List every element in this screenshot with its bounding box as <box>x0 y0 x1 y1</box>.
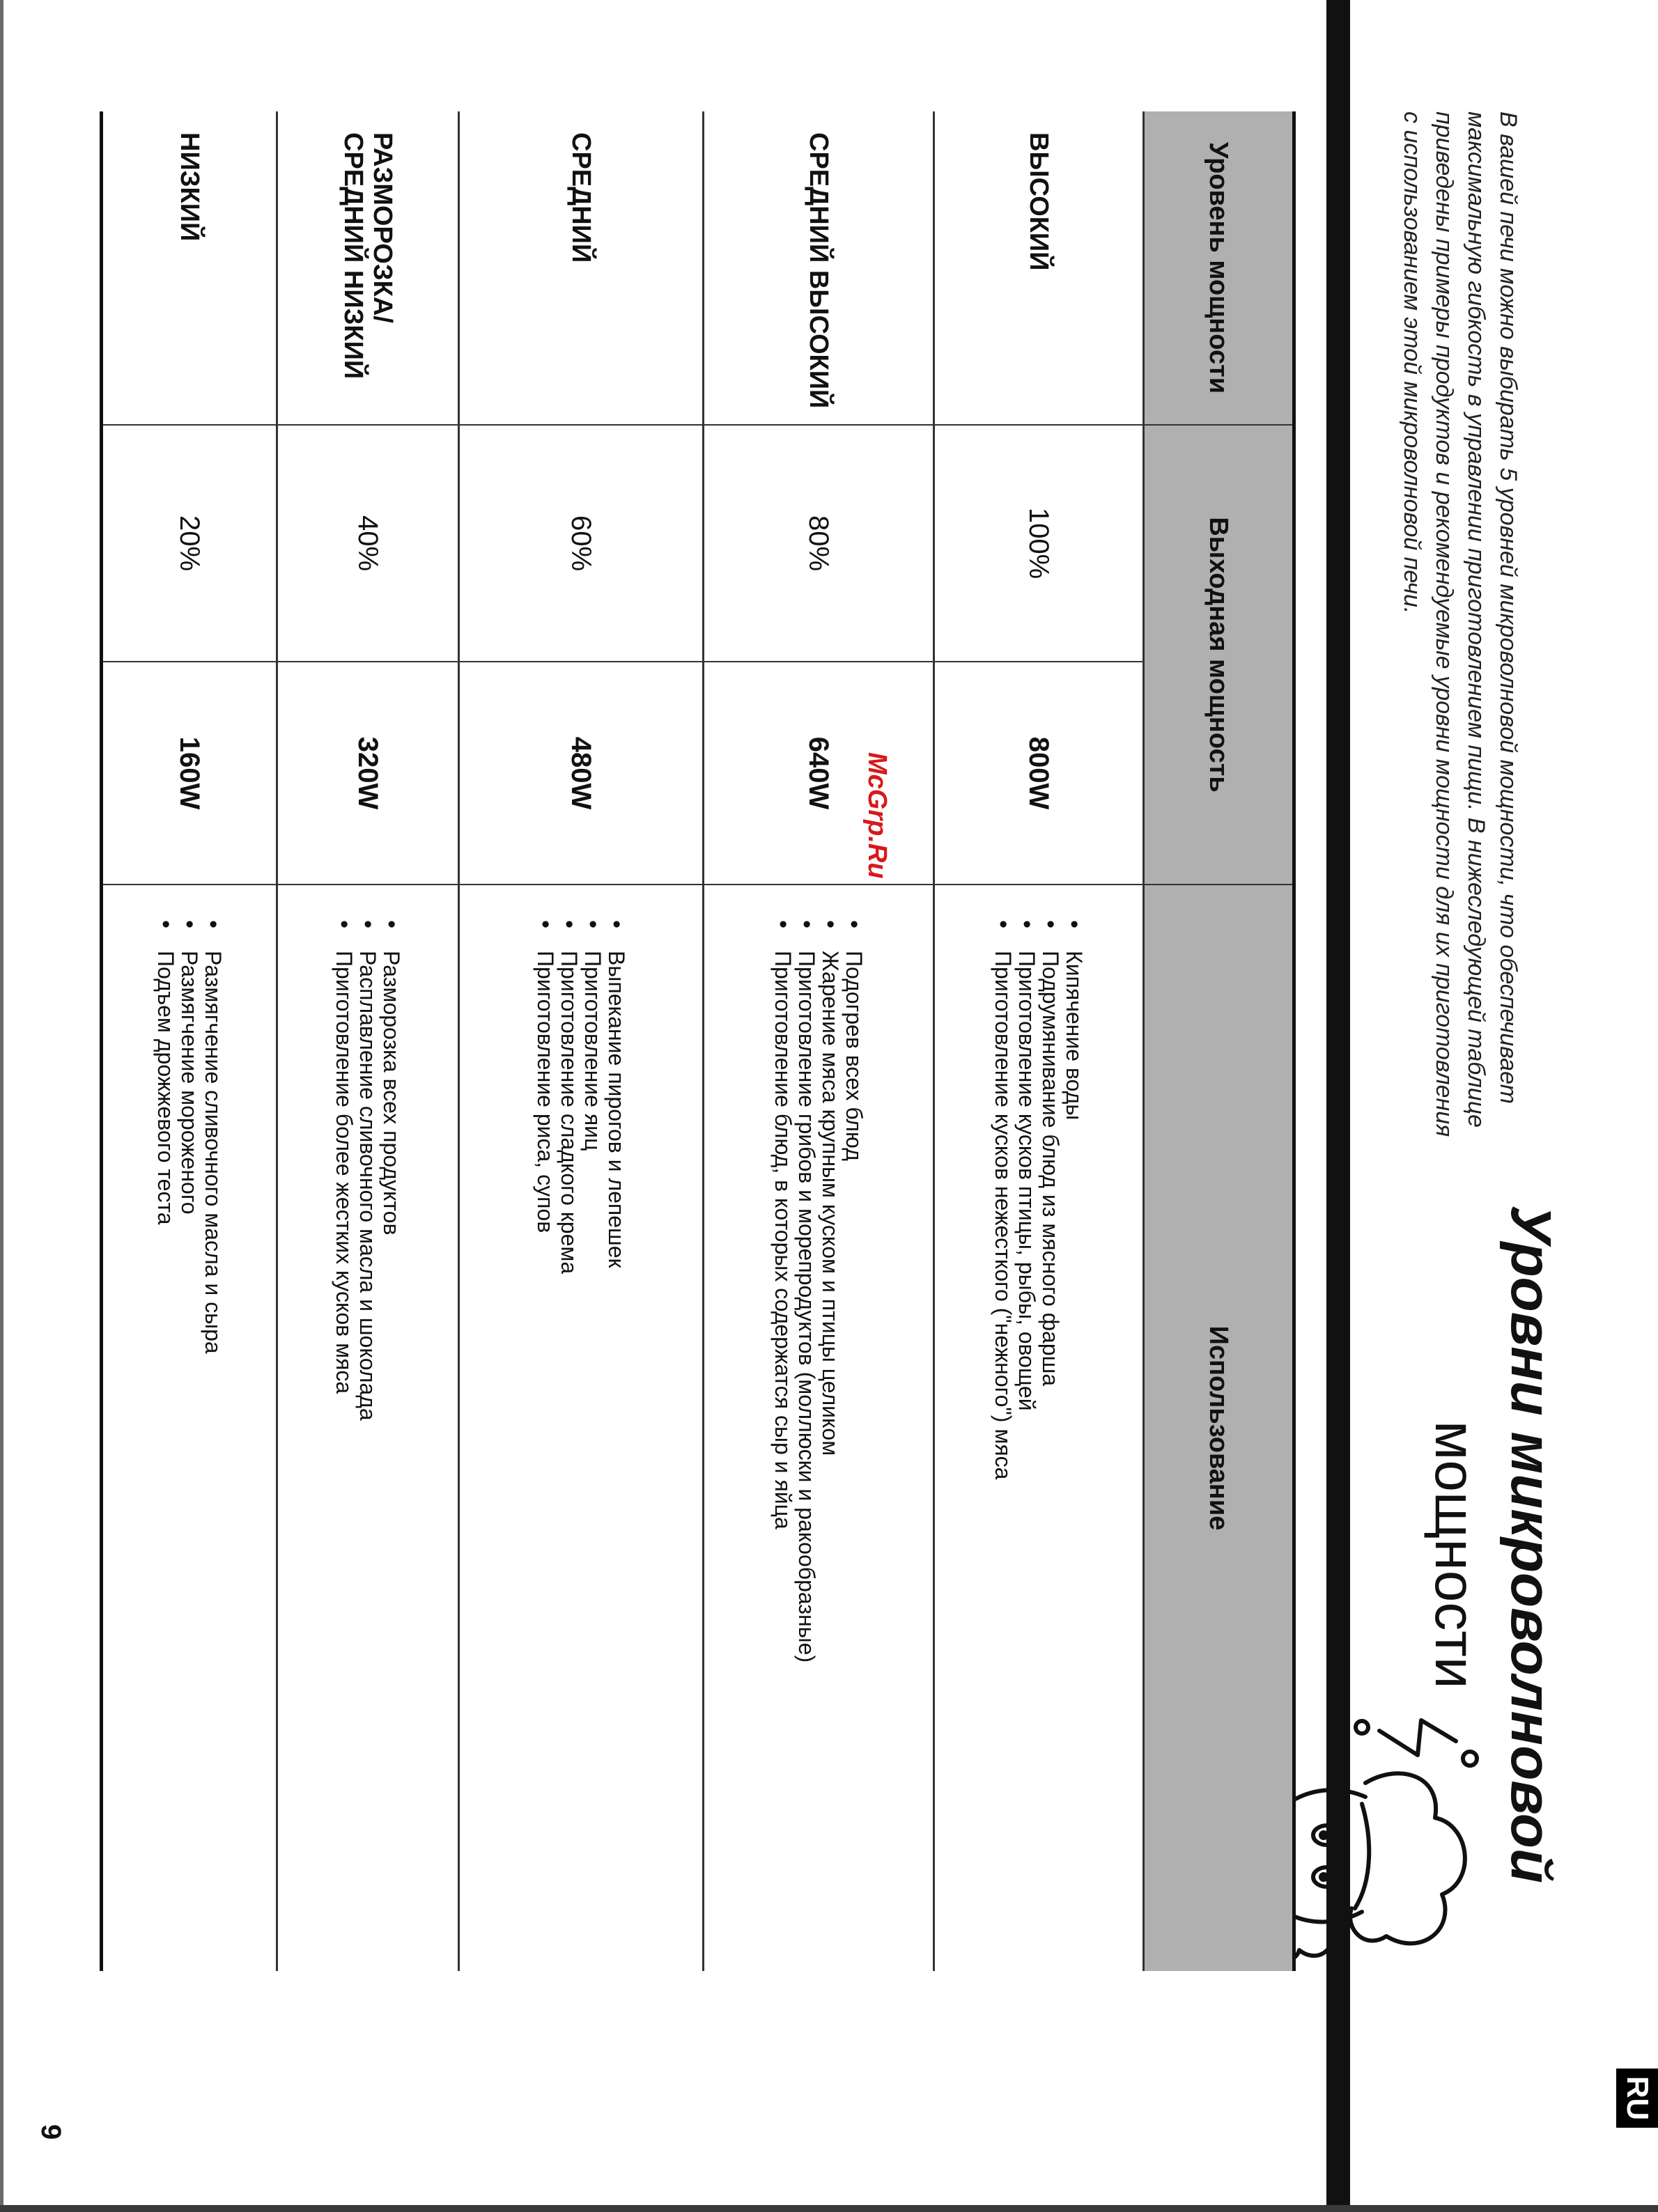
level-cell: ВЫСОКИЙ <box>934 111 1144 425</box>
table-row <box>277 111 459 1971</box>
table-row <box>102 111 277 1971</box>
intro-paragraph: В вашей печи можно выбирать 5 уровней микроволновой мощности, что обеспечивает максимальную гибкость в управлении приготовлением пищи. В нижеследующей таблице приведены примеры продуктов и рекомендуемые уровни мощности для их приготовления с использованием этой микроволновой печи. <box>1399 111 1521 1137</box>
page-number: 9 <box>36 2124 66 2140</box>
usage-item: • Подогрев всех блюд <box>842 920 866 1971</box>
percent-cell: 20% <box>102 425 277 662</box>
usage-item: • Подъем дрожжевого теста <box>154 920 178 1971</box>
usage-item: • Жарение мяса крупным куском и птицы целиком <box>819 920 842 1971</box>
usage-item: • Расплавление сливочного масла и шоколада <box>356 920 380 1971</box>
usage-item: • Приготовление яиц <box>581 920 605 1971</box>
usage-cell <box>459 885 704 1971</box>
usage-item: • Выпекание пирогов и лепешек <box>605 920 628 1971</box>
usage-item: • Приготовление сладкого крема <box>557 920 581 1971</box>
usage-cell <box>934 885 1144 1971</box>
power-levels-table <box>100 111 1296 1971</box>
watt-cell: 480W <box>459 662 704 885</box>
header-usage: Использование <box>1144 885 1294 1971</box>
usage-item: • Подрумянивание блюд из мясного фарша <box>1039 920 1062 1971</box>
table-row <box>704 111 934 1971</box>
page-subtitle: мощности <box>1423 1421 1487 1689</box>
level-cell: РАЗМОРОЗКА/ СРЕДНИЙ НИЗКИЙ <box>277 111 459 425</box>
watt-cell: 800W <box>934 662 1144 885</box>
watermark: McGrp.Ru <box>862 752 892 879</box>
table-row <box>934 111 1144 1971</box>
percent-cell: 40% <box>277 425 459 662</box>
watt-cell: 320W <box>277 662 459 885</box>
level-cell: СРЕДНИЙ <box>459 111 704 425</box>
usage-item: • Приготовление грибов и морепродуктов (моллюски и ракообразные) <box>795 920 819 1971</box>
usage-cell <box>704 885 934 1971</box>
percent-cell: 80% <box>704 425 934 662</box>
header-output-power: Выходная мощность <box>1144 425 1294 885</box>
level-cell: СРЕДНИЙ ВЫСОКИЙ <box>704 111 934 425</box>
usage-item: • Приготовление кусков нежесткого ("нежного") мяса <box>991 920 1015 1971</box>
table-header-row <box>1144 111 1294 1971</box>
usage-item: • Приготовление блюд, в которых содержатся сыр и яйца <box>771 920 795 1971</box>
page-title: Уровни микроволновой <box>1499 1205 1563 1883</box>
usage-cell <box>277 885 459 1971</box>
usage-item: • Приготовление риса, супов <box>534 920 557 1971</box>
usage-item: • Размягчение сливочного масла и сыра <box>201 920 225 1971</box>
language-badge: RU <box>1616 2069 1658 2128</box>
usage-cell <box>102 885 277 1971</box>
usage-item: • Размягчение мороженого <box>178 920 201 1971</box>
usage-item: • Приготовление кусков птицы, рыбы, овощей <box>1015 920 1039 1971</box>
usage-item: • Кипячение воды <box>1062 920 1086 1971</box>
table-row <box>459 111 704 1971</box>
watt-cell: 160W <box>102 662 277 885</box>
watt-cell: 640W <box>704 662 934 885</box>
usage-item: • Приготовление более жестких кусков мяса <box>332 920 356 1971</box>
usage-item: • Разморозка всех продуктов <box>380 920 403 1971</box>
header-level: Уровень мощности <box>1144 111 1294 425</box>
level-cell: НИЗКИЙ <box>102 111 277 425</box>
percent-cell: 60% <box>459 425 704 662</box>
percent-cell: 100% <box>934 425 1144 662</box>
